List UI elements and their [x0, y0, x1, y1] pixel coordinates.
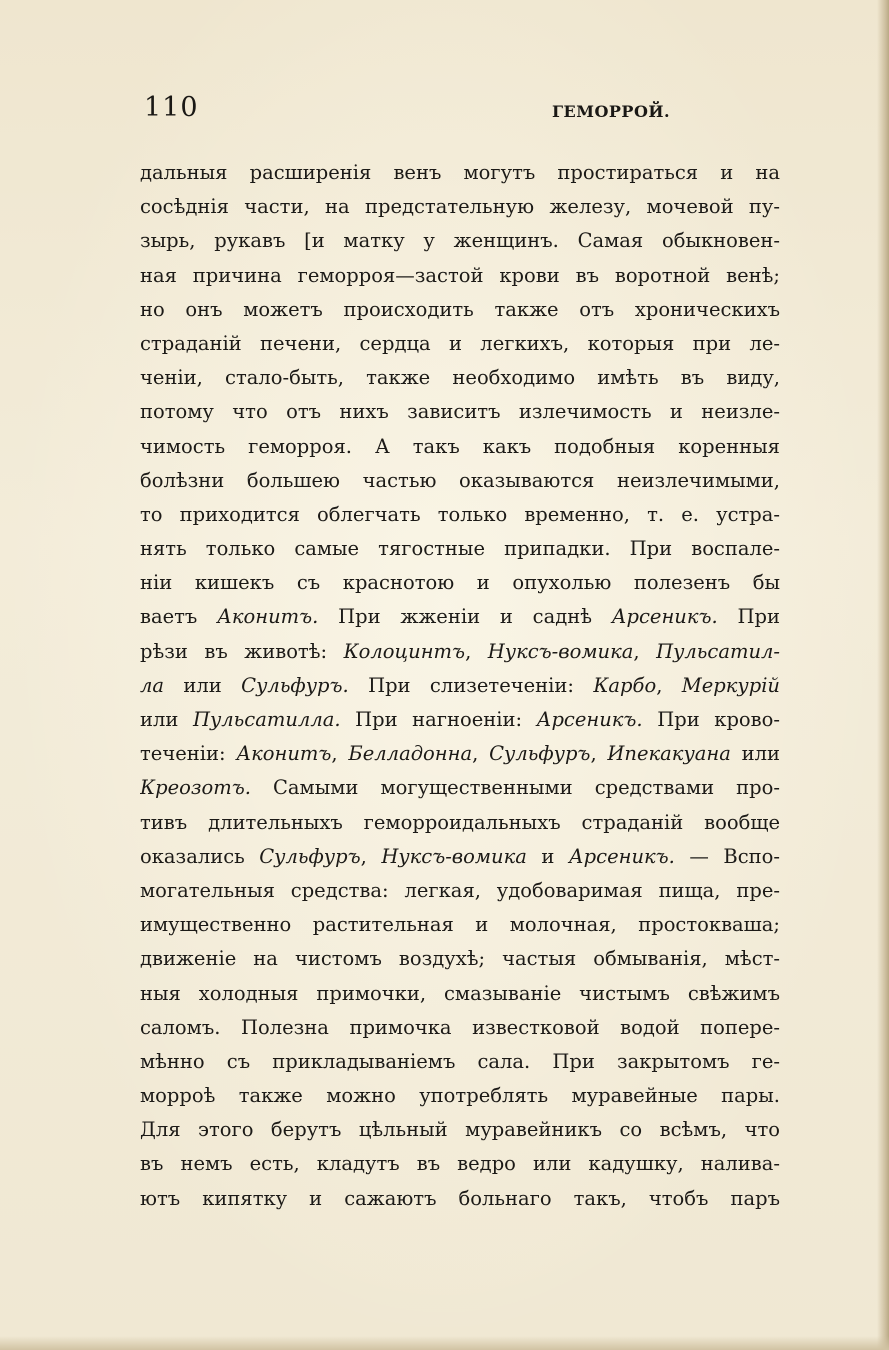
- text-run: но онъ можетъ происходить также отъ хроническихъ: [140, 297, 780, 321]
- text-run: ,: [360, 844, 382, 868]
- italic-term: Карбо: [593, 673, 657, 697]
- text-run: зырь, рукавъ [и матку у женщинъ. Самая обыкновен-: [140, 229, 780, 253]
- italic-term: Сульфуръ: [489, 742, 591, 766]
- text-run: нять только самые тягостные припадки. При воспале-: [140, 537, 780, 561]
- text-run: мѣнно съ прикладываніемъ сала. При закрытомъ ге-: [140, 1049, 780, 1073]
- text-run: ,: [633, 639, 657, 663]
- italic-term: Креозотъ.: [140, 776, 251, 800]
- italic-term: Нуксъ-вомика: [381, 844, 527, 868]
- italic-term: Сульфуръ: [259, 844, 361, 868]
- text-line: [140, 874, 780, 908]
- body-text: [140, 156, 780, 1216]
- text-run: ,: [590, 742, 608, 766]
- text-run: ныя холодныя примочки, смазываніе чистымъ свѣжимъ: [140, 981, 780, 1005]
- text-line: [140, 840, 780, 874]
- text-line: [140, 600, 780, 634]
- text-run: тивъ длительныхъ геморроидальныхъ страданій вообще: [140, 810, 780, 834]
- italic-term: Сульфуръ.: [241, 673, 349, 697]
- text-run: болѣзни большею частью оказываются неизлечимыми,: [140, 468, 780, 492]
- text-run: или: [730, 742, 780, 766]
- text-line: [140, 532, 780, 566]
- text-run: чимость геморроя. А такъ какъ подобныя коренныя: [140, 434, 780, 458]
- text-line: [140, 259, 780, 293]
- text-run: При жженіи и саднѣ: [318, 605, 612, 629]
- text-line: [140, 395, 780, 429]
- text-run: теченіи:: [140, 742, 237, 766]
- text-run: При: [717, 605, 780, 629]
- text-run: ная причина геморроя—застой крови въ воротной венѣ;: [140, 263, 780, 287]
- page-bottom-shadow: [0, 1336, 889, 1350]
- text-line: [140, 1011, 780, 1045]
- text-run: и: [526, 844, 569, 868]
- page-number: 110: [144, 92, 199, 123]
- text-run: ніи кишекъ съ краснотою и опухолью полезенъ бы: [140, 571, 780, 595]
- text-line: [140, 1147, 780, 1181]
- text-line: [140, 908, 780, 942]
- text-run: При слизетеченіи:: [348, 673, 594, 697]
- text-run: ,: [331, 742, 349, 766]
- text-run: страданій печени, сердца и легкихъ, которыя при ле-: [140, 331, 780, 355]
- text-run: могательныя средства: легкая, удобоваримая пища, пре-: [140, 878, 780, 902]
- italic-term: Аконитъ.: [217, 605, 319, 629]
- italic-term: Меркурій: [681, 673, 780, 697]
- italic-term: Арсеникъ.: [611, 605, 718, 629]
- text-line: [140, 430, 780, 464]
- text-run: ютъ кипятку и сажаютъ больнаго такъ, чтобъ паръ: [140, 1186, 780, 1210]
- text-line: [140, 806, 780, 840]
- italic-term: Ипекакуана: [607, 742, 731, 766]
- text-line: [140, 635, 780, 669]
- text-line: [140, 771, 780, 805]
- text-run: саломъ. Полезна примочка известковой водой попере-: [140, 1015, 780, 1039]
- text-run: ваетъ: [140, 605, 218, 629]
- text-run: ченіи, стало-быть, также необходимо имѣть въ виду,: [140, 366, 780, 390]
- text-line: [140, 703, 780, 737]
- italic-term: Пульсатилла.: [192, 708, 341, 731]
- text-run: сосѣднія части, на предстательную железу, мочевой пу-: [140, 195, 780, 219]
- text-line: [140, 464, 780, 498]
- text-line: [140, 190, 780, 224]
- text-run: ,: [472, 742, 490, 766]
- text-line: [140, 669, 780, 703]
- text-run: морроѣ также можно употреблять муравейные пары.: [140, 1084, 780, 1108]
- text-run: рѣзи въ животѣ:: [140, 639, 344, 663]
- text-run: то приходится облегчать только временно, т. е. устра-: [140, 502, 780, 526]
- running-title: ГЕМОРРОЙ.: [552, 102, 671, 121]
- text-line: [140, 327, 780, 361]
- text-line: [140, 361, 780, 395]
- italic-term: Белладонна: [348, 742, 473, 766]
- text-run: При нагноеніи:: [340, 708, 537, 731]
- text-line: [140, 1113, 780, 1147]
- text-run: оказались: [140, 844, 260, 868]
- text-run: ,: [465, 639, 488, 663]
- text-line: [140, 1045, 780, 1079]
- italic-term: Арсеникъ.: [536, 708, 643, 731]
- text-run: или: [140, 708, 193, 731]
- text-run: потому что отъ нихъ зависитъ излечимость и неизле-: [140, 400, 780, 424]
- page-edge-shadow: [877, 0, 889, 1350]
- text-line: [140, 224, 780, 258]
- text-line: [140, 737, 780, 771]
- text-line: [140, 942, 780, 976]
- text-run: движеніе на чистомъ воздухѣ; частыя обмыванія, мѣст-: [140, 947, 780, 971]
- italic-term: Аконитъ: [236, 742, 332, 766]
- italic-term: ла: [140, 673, 165, 697]
- text-run: ,: [656, 673, 682, 697]
- italic-term: Нуксъ-вомика: [487, 639, 634, 663]
- text-run: или: [164, 673, 242, 697]
- text-line: [140, 1182, 780, 1216]
- text-run: дальныя расширенія венъ могутъ простираться и на: [140, 161, 780, 184]
- text-line: [140, 566, 780, 600]
- italic-term: Арсеникъ.: [568, 844, 675, 868]
- text-line: [140, 1079, 780, 1113]
- text-line: [140, 293, 780, 327]
- page-header: [140, 92, 780, 132]
- text-line: [140, 977, 780, 1011]
- text-run: Самыми могущественными средствами про-: [250, 776, 780, 800]
- italic-term: Пульсатил-: [656, 639, 780, 663]
- text-line: [140, 156, 780, 190]
- text-run: Для этого берутъ цѣльный муравейникъ со всѣмъ, что: [140, 1118, 780, 1142]
- text-run: имущественно растительная и молочная, простокваша;: [140, 913, 780, 937]
- text-run: При крово-: [642, 708, 780, 731]
- italic-term: Колоцинтъ: [343, 639, 466, 663]
- text-run: — Вспо-: [674, 844, 780, 868]
- text-run: въ немъ есть, кладутъ въ ведро или кадушку, налива-: [140, 1152, 780, 1176]
- text-line: [140, 498, 780, 532]
